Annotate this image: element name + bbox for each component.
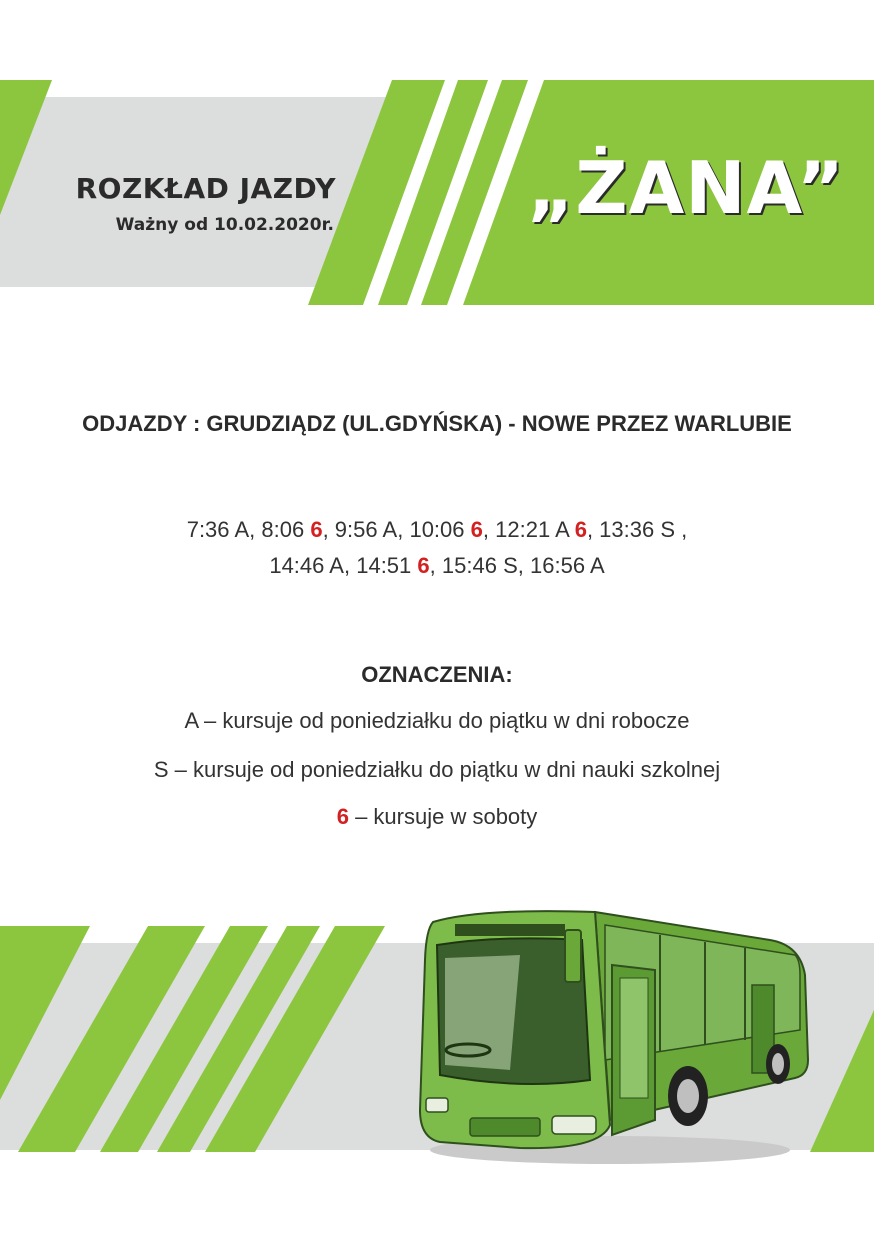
route-title: ODJAZDY : GRUDZIĄDZ (UL.GDYŃSKA) - NOWE PRZEZ WARLUBIE <box>82 411 792 436</box>
departure-mark: A <box>589 553 605 578</box>
bus-side <box>595 912 808 1120</box>
bus-headlight-left <box>426 1098 448 1112</box>
bus-rear-wheel <box>766 1044 790 1084</box>
departure-time: 14:46 <box>269 553 325 578</box>
departure-time: 7:36 <box>186 517 230 542</box>
bus-shadow <box>430 1136 790 1164</box>
departure-time: 14:51 <box>356 553 412 578</box>
legend-title: OZNACZENIA: <box>361 662 513 687</box>
footer-green-stripe-5 <box>205 926 385 1152</box>
bus-grille <box>470 1118 540 1136</box>
departure-mark: S <box>660 517 676 542</box>
departure-time: 12:21 <box>495 517 551 542</box>
bus-headlight-right <box>552 1116 596 1134</box>
departure-mark: A <box>234 517 250 542</box>
saturday-mark: 6 <box>310 517 323 542</box>
footer-green-stripe-2 <box>18 926 205 1152</box>
departure-time: 9:56 <box>334 517 378 542</box>
departure-times-line-1: 7:36 A, 8:06 6, 9:56 A, 10:06 6, 12:21 A 6, 13:36 S , <box>186 517 688 542</box>
footer-green-stripe-3 <box>100 926 268 1152</box>
saturday-mark: 6 <box>574 517 587 542</box>
bus-destination-display <box>455 924 565 936</box>
footer-green-stripe-right <box>810 1010 874 1152</box>
timetable-title: ROZKŁAD JAZDY <box>75 172 336 205</box>
bus-front-door <box>612 965 655 1135</box>
departure-mark: S <box>503 553 518 578</box>
bus-mirror <box>565 930 581 982</box>
bus-windshield <box>437 938 590 1084</box>
departure-mark: A <box>382 517 398 542</box>
legend-item-s: S – kursuje od poniedziałku do piątku w dni nauki szkolnej <box>153 757 721 782</box>
departure-times-line-2: 14:46 A, 14:51 6, 15:46 S, 16:56 A <box>269 553 605 578</box>
saturday-mark: 6 <box>470 517 483 542</box>
legend-item-a: A – kursuje od poniedziałku do piątku w dni robocze <box>184 708 690 733</box>
bus-side-windows <box>605 925 800 1060</box>
saturday-mark-description: – kursuje w soboty <box>348 804 538 829</box>
departure-time: 16:56 <box>530 553 586 578</box>
bus-front <box>420 911 610 1148</box>
departure-time: 8:06 <box>261 517 305 542</box>
valid-from-date: Ważny od 10.02.2020r. <box>115 215 334 235</box>
footer-gray-band <box>0 943 874 1150</box>
footer-green-stripe-1 <box>0 926 90 1100</box>
bus-front-wheel <box>668 1066 708 1126</box>
bus-rear-door <box>752 985 774 1073</box>
legend-item-saturday <box>0 804 874 830</box>
departure-mark: A <box>555 517 569 542</box>
departure-time: 13:36 <box>599 517 655 542</box>
departure-time: 15:46 <box>441 553 497 578</box>
departure-time: 10:06 <box>409 517 465 542</box>
brand-name: „ŻANA” <box>527 146 845 230</box>
footer-green-stripe-4 <box>157 926 320 1152</box>
saturday-mark: 6 <box>417 553 430 578</box>
saturday-mark: 6 <box>336 804 349 829</box>
departure-mark: A <box>329 553 344 578</box>
